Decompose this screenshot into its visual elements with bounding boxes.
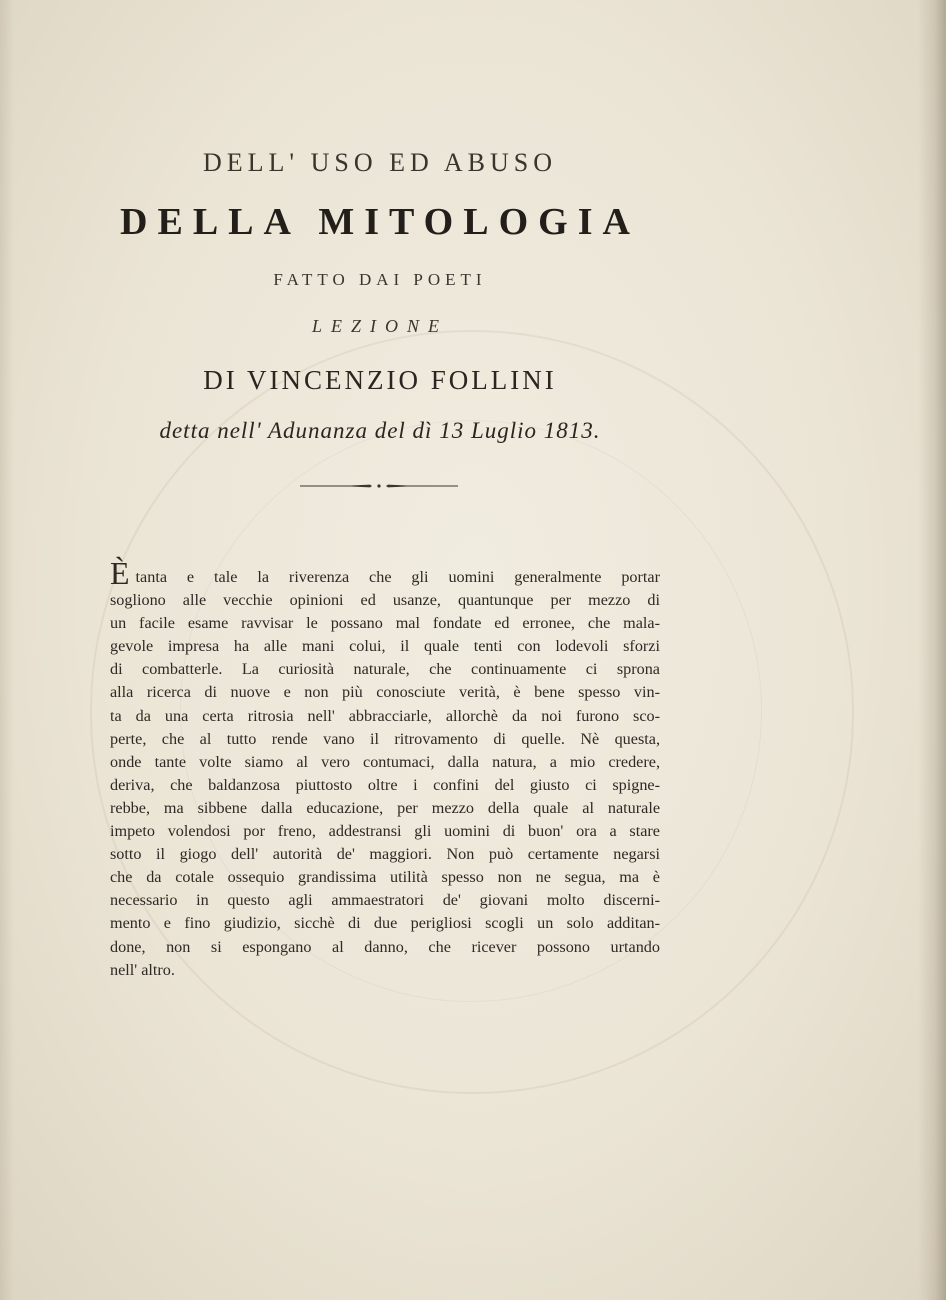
page-edge-right [918,0,946,1300]
body-paragraph [110,555,660,982]
text-line: nell' altro. [110,960,175,979]
text-line: mento e fino giudizio, sicchè di due perigliosi scogli un solo additan- [110,914,660,933]
ornamental-divider [300,483,458,489]
text-line: un facile esame ravvisar le possano mal fondate ed erronee, che mala- [110,614,660,633]
title-author: DI VINCENZIO FOLLINI [203,365,557,395]
title-date-line: detta nell' Adunanza del dì 13 Luglio 1813. [159,418,601,443]
text-line: done, non si espongano al danno, che ricever possono urtando [110,937,660,956]
text-line: Ètanta e tale la riverenza che gli uomini generalmente portar [110,555,660,591]
text-line: impeto volendosi por freno, addestransi gli uomini di buon' ora a stare [110,822,660,841]
title-line-1: DELL' USO ED ABUSO [203,148,557,177]
text-line: sogliono alle vecchie opinioni ed usanze, quantunque per mezzo di [110,591,660,610]
text-line: necessario in questo agli ammaestratori de' giovani molto discerni- [110,891,660,910]
text-line: gevole impresa ha alle mani colui, il quale tenti con lodevoli sforzi [110,637,660,656]
page-edge-left [0,0,14,1300]
text-line: sotto il giogo dell' autorità de' maggiori. Non può certamente negarsi [110,845,660,864]
text-line: deriva, che baldanzosa piuttosto oltre i confini del giusto ci spigne- [110,775,660,794]
text-line: che da cotale ossequio grandissima utilità spesso non ne segua, ma è [110,868,660,887]
text-line: onde tante volte siamo al vero contumaci, dalla natura, a mio credere, [110,752,660,771]
title-lezione: LEZIONE [311,316,448,336]
text-line: ta da una certa ritrosia nell' abbracciarle, allorchè da noi furono sco- [110,706,660,725]
text-line: rebbe, ma sibbene dalla educazione, per mezzo della quale al naturale [110,798,660,817]
text-line: perte, che al tutto rende vano il ritrovamento di quelle. Nè questa, [110,729,660,748]
text-line: di combatterle. La curiosità naturale, che continuamente ci sprona [110,660,660,679]
drop-capital: È [110,555,130,591]
title-main: DELLA MITOLOGIA [120,201,640,243]
title-subtitle: FATTO DAI POETI [273,270,487,289]
text-line: alla ricerca di nuove e non più conosciute verità, è bene spesso vin- [110,683,660,702]
